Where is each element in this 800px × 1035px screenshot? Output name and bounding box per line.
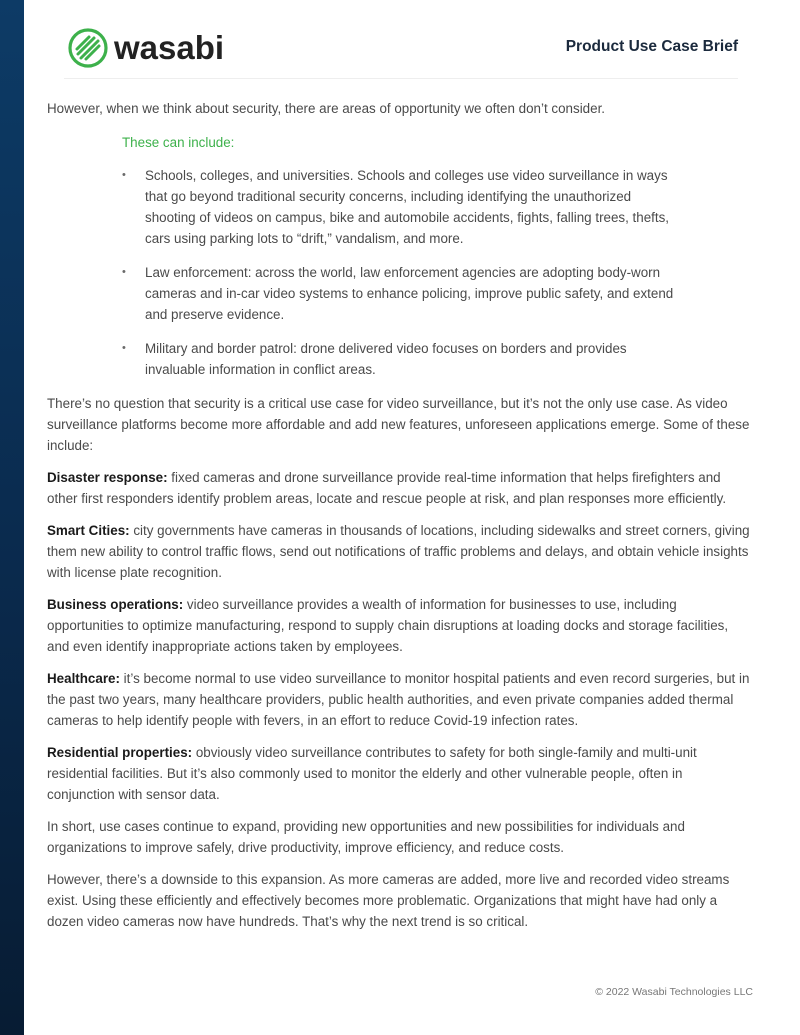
use-case-text: obviously video surveillance contributes to safety for both single-family and multi-unit residential facilities. But it’s also commonly used to monitor the elderly and other vulnerable people, often in conjunction with sensor data. [47, 745, 697, 802]
document-body [47, 98, 753, 943]
use-case-label: Disaster response: [47, 470, 168, 485]
wasabi-logo [68, 28, 224, 68]
security-bullet-list [122, 165, 682, 380]
use-case-disaster-response [47, 467, 753, 509]
bullet-item: • Law enforcement: across the world, law enforcement agencies are adopting body-worn cameras and in-car video systems to enhance policing, improve public safety, and extend and preserve evidence. [122, 262, 682, 325]
use-case-text: city governments have cameras in thousands of locations, including sidewalks and street corners, giving them new ability to control traffic flows, send out notifications of traffic problems and delays, and obtain vehicle insights with license plate recognition. [47, 523, 750, 580]
use-case-label: Business operations: [47, 597, 184, 612]
use-case-text: it’s become normal to use video surveillance to monitor hospital patients and even record surgeries, but in the past two years, many healthcare providers, public health authorities, and even private companies added thermal cameras to help identify people with fevers, in an effort to reduce Covid-19 infection rates. [47, 671, 750, 728]
use-case-healthcare [47, 668, 753, 731]
use-case-text: fixed cameras and drone surveillance provide real-time information that helps firefighters and other first responders identify problem areas, locate and rescue people at risk, and plan responses more efficiently. [47, 470, 727, 506]
use-case-label: Residential properties: [47, 745, 193, 760]
logo-wordmark: wasabi [114, 29, 225, 66]
intro-paragraph: However, when we think about security, there are areas of opportunity we often don’t consider. [47, 101, 606, 116]
use-case-smart-cities [47, 520, 753, 583]
sidebar-accent-strip [0, 0, 24, 1035]
page-header [64, 22, 738, 79]
use-case-label: Healthcare: [47, 671, 120, 686]
wasabi-logo-icon [68, 28, 108, 68]
list-subheading: These can include: [122, 135, 235, 150]
bullet-item: • Military and border patrol: drone delivered video focuses on borders and provides invaluable information in conflict areas. [122, 338, 682, 380]
use-case-text: video surveillance provides a wealth of information for businesses to use, including opportunities to optimize manufacturing, respond to supply chain disruptions at loading docks and storage facilities, and even identify inappropriate actions taken by employees. [47, 597, 729, 654]
transition-paragraph: There’s no question that security is a critical use case for video surveillance, but it’s not the only use case. As video surveillance platforms become more affordable and add new features, unforeseen applications emerge. Some of these include: [47, 396, 750, 453]
use-case-residential-properties [47, 742, 753, 805]
closing-paragraph: In short, use cases continue to expand, providing new opportunities and new possibilities for individuals and organizations to improve safely, drive productivity, improve efficiency, and reduce costs. [47, 819, 685, 855]
closing-paragraph: However, there’s a downside to this expansion. As more cameras are added, more live and recorded video streams exist. Using these efficiently and effectively becomes more problematic. Organizations that might have had only a dozen video cameras now have hundreds. That’s why the next trend is so critical. [47, 872, 730, 929]
copyright-footer: © 2022 Wasabi Technologies LLC [595, 986, 753, 998]
bullet-item: • Schools, colleges, and universities. Schools and colleges use video surveillance in ways that go beyond traditional security concerns, including identifying the unauthorized shooting of videos on campus, bike and automobile accidents, fights, falling trees, thefts, cars using parking lots to “drift,” vandalism, and more. [122, 165, 682, 249]
use-case-business-operations [47, 594, 753, 657]
document-title: Product Use Case Brief [565, 38, 738, 55]
use-case-label: Smart Cities: [47, 523, 130, 538]
